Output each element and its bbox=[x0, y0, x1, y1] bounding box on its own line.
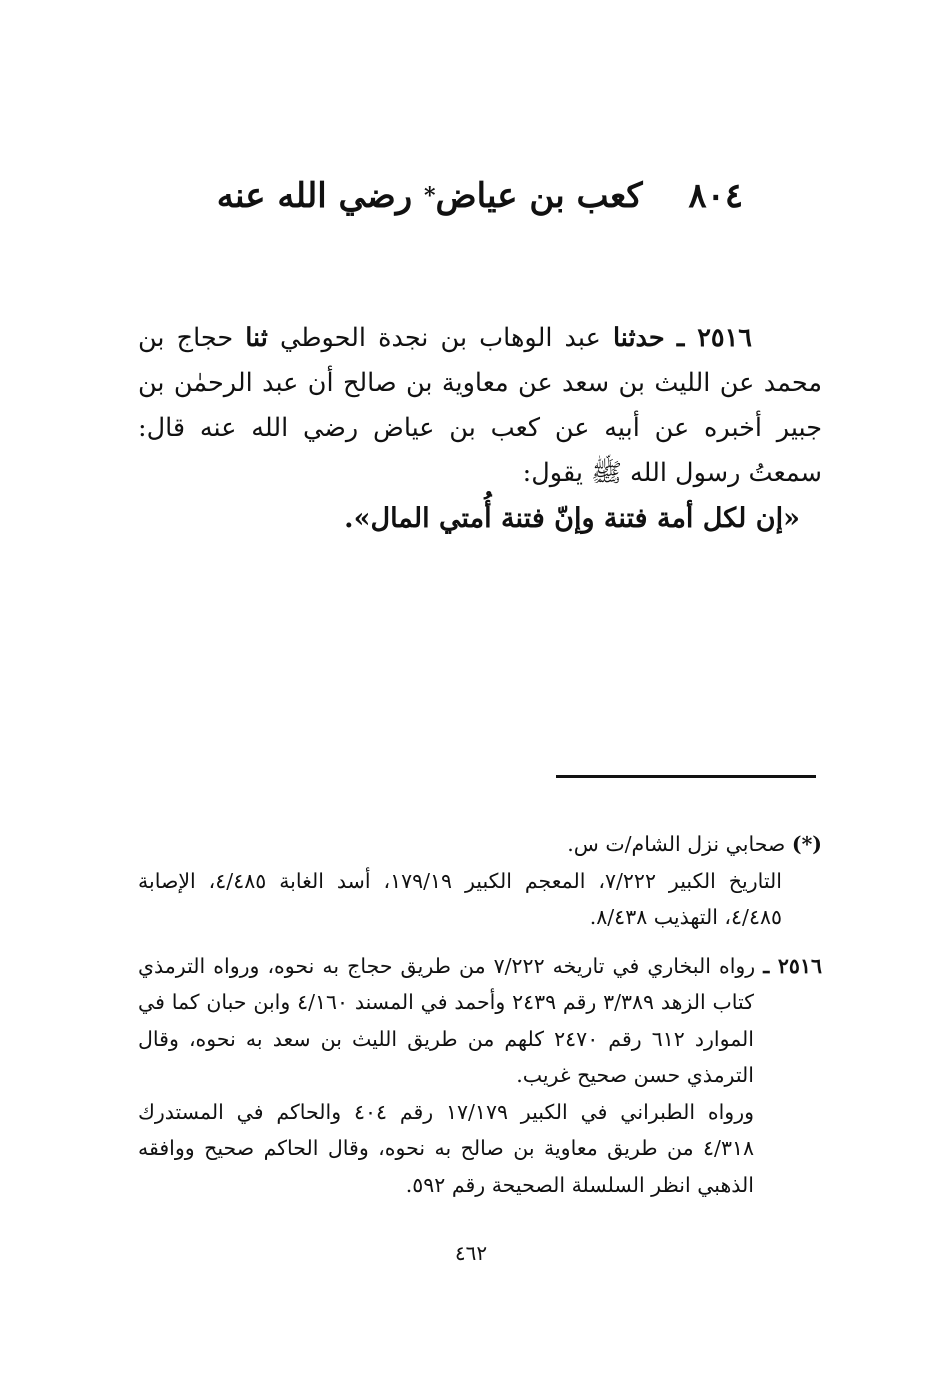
chapter-blessing: رضي الله عنه bbox=[216, 176, 413, 216]
hadith-isnad-part1: عبد الوهاب بن نجدة الحوطي bbox=[279, 323, 601, 353]
footnote-hadith-mark: ٢٥١٦ ـ bbox=[763, 953, 822, 978]
footnote-star bbox=[138, 826, 822, 936]
footnote-separator bbox=[556, 775, 816, 778]
chapter-heading bbox=[140, 168, 820, 224]
footnotes bbox=[138, 826, 822, 1203]
footnote-hadith-para1: رواه البخاري في تاريخه ٧/٢٢٢ من طريق حجاج به نحوه، ورواه الترمذي كتاب الزهد ٣/٣٨٩ رقم ٢٤٣٩ وأحمد في المسند ٤/١٦٠ وابن حبان كما في الموارد ٦١٢ رقم ٢٤٧٠ كلهم من طريق الليث بن سعد به نحوه، وقال الترمذي حسن صحيح غريب. bbox=[138, 953, 756, 1087]
page-number: ٤٦٢ bbox=[454, 1241, 488, 1265]
footnote-hadith bbox=[138, 948, 822, 1204]
footnote-star-line2: التاريخ الكبير ٧/٢٢٢، المعجم الكبير ١٧٩/١٩، أسد الغابة ٤/٤٨٥، الإصابة ٤/٤٨٥، التهذيب ٨/٤٣٨. bbox=[138, 868, 782, 929]
hadith-haddathana: حدثنا bbox=[612, 323, 665, 353]
hadith-number: ٢٥١٦ ـ bbox=[676, 323, 753, 353]
hadith-thana: ثنا bbox=[245, 323, 268, 353]
chapter-name: كعب بن عياض bbox=[435, 176, 643, 216]
footnote-hadith-para2: ورواه الطبراني في الكبير ١٧/١٧٩ رقم ٤٠٤ والحاكم في المستدرك ٤/٣١٨ من طريق معاوية بن صالح به نحوه، وقال الحاكم صحيح ووافقه الذهبي انظر السلسلة الصحيحة رقم ٥٩٢. bbox=[138, 1099, 755, 1197]
hadith-text bbox=[138, 316, 822, 541]
hadith-isnad-part2: حجاج بن محمد عن الليث بن سعد عن معاوية بن صالح أن عبد الرحمٰن بن جبير أخبره عن أبيه عن كعب بن عياض رضي الله عنه قال: سمعتُ رسول الله ﷺ يقول: bbox=[138, 323, 822, 488]
footnote-star-marker: * bbox=[424, 183, 436, 209]
footnote-star-line1: صحابي نزل الشام/ت س. bbox=[567, 832, 786, 856]
footnote-star-mark: (*) bbox=[791, 832, 822, 856]
hadith-matn: «إن لكل أمة فتنة وإنّ فتنة أُمتي المال». bbox=[344, 503, 800, 534]
chapter-number: ٨٠٤ bbox=[688, 176, 744, 216]
footnote-star-first-line bbox=[138, 826, 822, 863]
